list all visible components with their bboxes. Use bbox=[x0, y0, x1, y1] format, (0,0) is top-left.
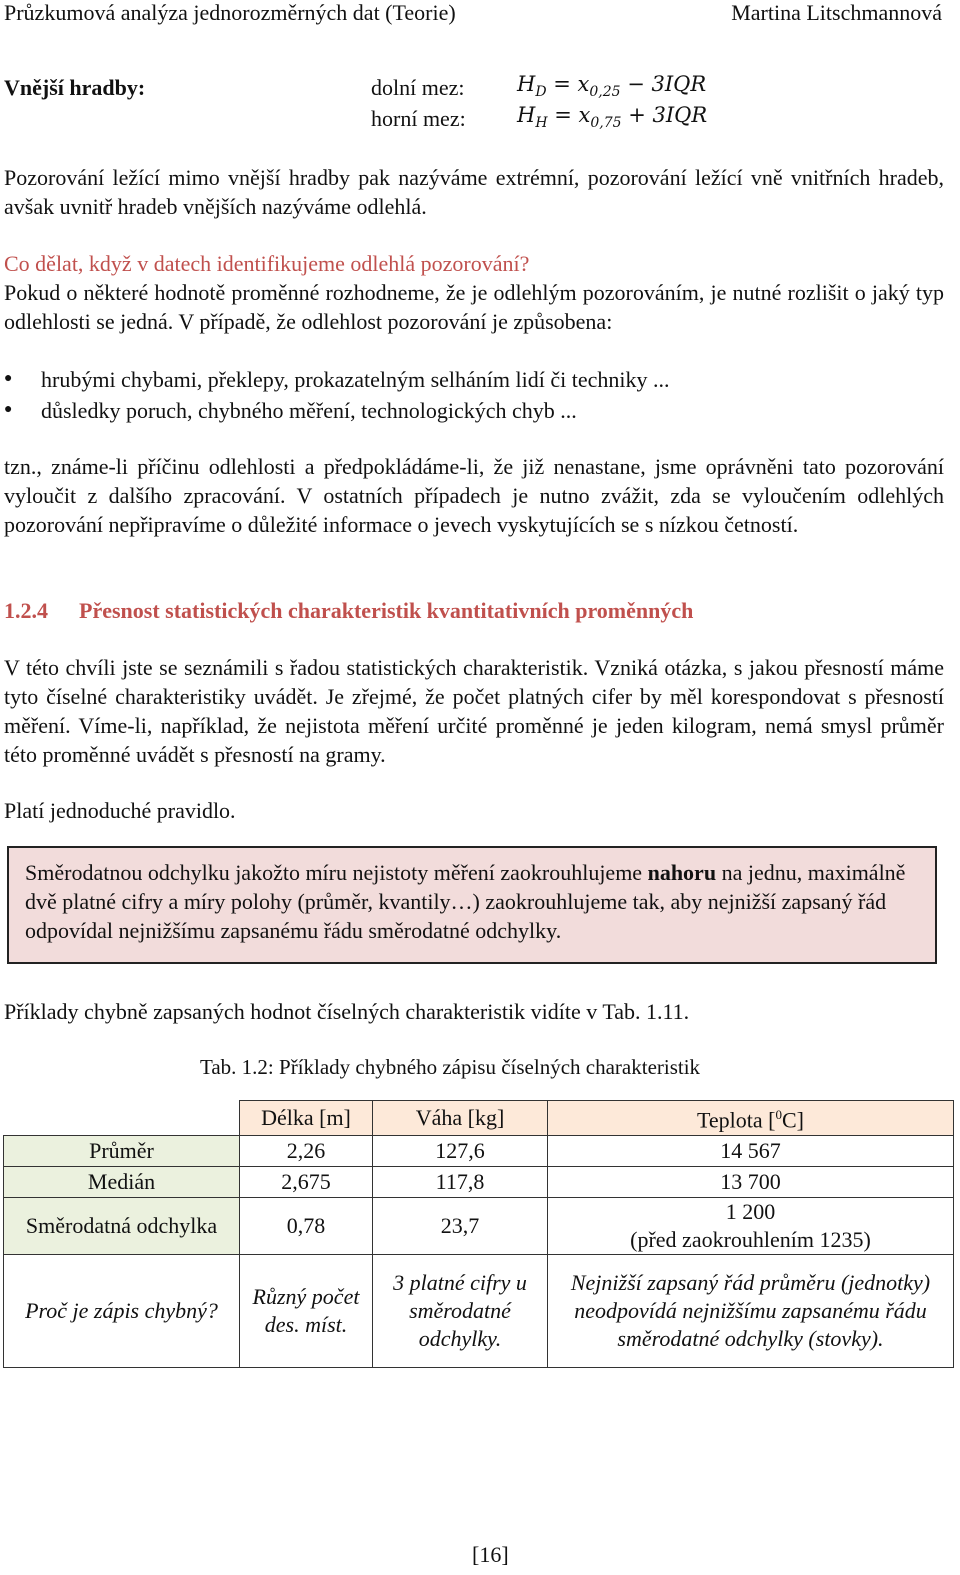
paragraph-precision: V této chvíli jste se seznámili s řadou statistických charakteristik. Vzniká otázka, s jakou přesností máme tyto číselné charakteristiky uvádět. Je zřejmé, že počet platných cifer by měl korespondovat s přesností měření. Víme-li, například, že nejistota měření určité proměnné je jeden kilogram, nemá smysl průměr této proměnné uvádět s přesností na gramy. bbox=[4, 655, 944, 767]
bullet-item: hrubými chybami, překlepy, prokazatelným selháním lidí či techniky ... bbox=[41, 367, 670, 392]
question-heading: Co dělat, když v datech identifikujeme odlehlá pozorování? bbox=[4, 251, 530, 276]
row-label-why-wrong: Proč je zápis chybný? bbox=[4, 1255, 240, 1368]
outer-fences-title: Vnější hradby: bbox=[4, 75, 146, 100]
row-label-std-dev: Směrodatná odchylka bbox=[4, 1198, 240, 1255]
paragraph-examples: Příklady chybně zapsaných hodnot číselných charakteristik vidíte v Tab. 1.11. bbox=[4, 999, 690, 1024]
table-cell: Různý počet des. míst. bbox=[240, 1255, 373, 1368]
section-number: 1.2.4 bbox=[4, 598, 48, 623]
running-header-title: Průzkumová analýza jednorozměrných dat (Teorie) bbox=[4, 0, 456, 25]
lower-limit-formula: $H_D = x_{0,25} - 3IQR$ bbox=[517, 72, 707, 101]
row-label-median: Medián bbox=[4, 1167, 240, 1198]
rule-text-bold: nahoru bbox=[647, 860, 717, 885]
table-cell: 1 200 (před zaokrouhlením 1235) bbox=[548, 1198, 954, 1255]
upper-limit-formula: $H_H = x_{0,75} + 3IQR$ bbox=[517, 103, 708, 132]
table-header-length: Délka [m] bbox=[240, 1101, 373, 1136]
table-row bbox=[4, 1198, 954, 1255]
bullet-dot: ● bbox=[4, 402, 13, 417]
paragraph-outlier-types: Pokud o některé hodnotě proměnné rozhodneme, že je odlehlým pozorováním, je nutné rozlišit o jaký typ odlehlosti se jedná. V případě, že odlehlost pozorování je způsobena: bbox=[4, 280, 944, 334]
table-cell: 3 platné cifry u směrodatné odchylky. bbox=[373, 1255, 548, 1368]
table-caption: Tab. 1.2: Příklady chybného zápisu číselných charakteristik bbox=[200, 1055, 701, 1079]
rule-text-start: Směrodatnou odchylku jakožto míru nejistoty měření zaokrouhlujeme bbox=[25, 860, 648, 885]
page-number: [16] bbox=[472, 1542, 509, 1567]
table-corner-cell bbox=[4, 1101, 240, 1136]
table-cell: Nejnižší zapsaný řád průměru (jednotky) neodpovídá nejnižšímu zapsanému řádu směrodatné odchylky (stovky). bbox=[548, 1255, 954, 1368]
running-header-author: Martina Litschmannová bbox=[731, 0, 942, 25]
table-cell: 13 700 bbox=[548, 1167, 954, 1198]
rule-text-end: na jednu, maximálně dvě platné cifry a míry polohy (průměr, kvantily…) zaokrouhlujeme tak, aby nejnižší zapsaný řád odpovídal nejnižšímu zapsanému řádu směrodatné odchylky. bbox=[25, 860, 906, 943]
table-cell: 23,7 bbox=[373, 1198, 548, 1255]
paragraph-simple-rule: Platí jednoduché pravidlo. bbox=[4, 798, 236, 823]
rule-box bbox=[7, 846, 937, 964]
upper-limit-label: horní mez: bbox=[371, 106, 466, 131]
table-row bbox=[4, 1255, 954, 1368]
section-title: Přesnost statistických charakteristik kvantitativních proměnných bbox=[79, 598, 694, 623]
table-row bbox=[4, 1136, 954, 1167]
table-cell: 0,78 bbox=[240, 1198, 373, 1255]
bullet-item: důsledky poruch, chybného měření, technologických chyb ... bbox=[41, 398, 577, 423]
bullet-dot: ● bbox=[4, 371, 13, 386]
statistics-table bbox=[3, 1100, 954, 1368]
row-label-mean: Průměr bbox=[4, 1136, 240, 1167]
table-header-weight: Váha [kg] bbox=[373, 1101, 548, 1136]
paragraph-exclusion: tzn., známe-li příčinu odlehlosti a předpokládáme-li, že již nenastane, jsme oprávněni tato pozorování vyloučit z dalšího zpracování. V ostatních případech je nutno zvážit, zda se vyloučením odlehlých pozorování nepřipravíme o důležité informace o jevech vyskytujících se s nízkou četností. bbox=[4, 454, 944, 537]
table-header-temperature: Teplota [$^0$C] bbox=[548, 1101, 954, 1136]
lower-limit-label: dolní mez: bbox=[371, 75, 465, 100]
table-cell: 117,8 bbox=[373, 1167, 548, 1198]
table-cell: 127,6 bbox=[373, 1136, 548, 1167]
table-cell: 14 567 bbox=[548, 1136, 954, 1167]
table-row bbox=[4, 1167, 954, 1198]
table-header-row bbox=[4, 1101, 954, 1136]
table-cell: 2,675 bbox=[240, 1167, 373, 1198]
paragraph-extreme-values: Pozorování ležící mimo vnější hradby pak nazýváme extrémní, pozorování ležící vně vnitřních hradeb, avšak uvnitř hradeb vnějších nazýváme odlehlá. bbox=[4, 165, 944, 219]
table-cell: 2,26 bbox=[240, 1136, 373, 1167]
